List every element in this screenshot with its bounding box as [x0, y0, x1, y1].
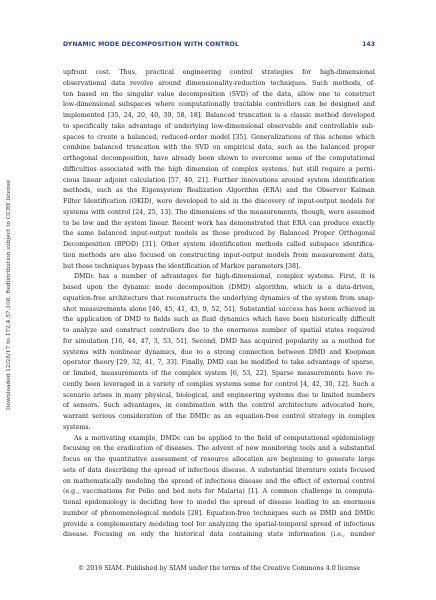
text-line: shot measurements alone [46, 45, 41, 43, 9, 52, 51]. Substantial success has been achieved in — [63, 305, 375, 313]
text-line: disease. Focusing on only the historical data containing state information (i.e., number — [63, 531, 375, 539]
text-line: for simulation [16, 44, 47, 3, 53, 51]. Second, DMD has acquired popularity as a method for — [63, 337, 375, 345]
text-line: difficulties associated with the high dimension of complex systems, but still require a perni- — [63, 165, 375, 173]
text-line: systems. — [63, 423, 91, 431]
text-line: warrant serious consideration of the DMDc as an equation-free control strategy in complex — [63, 413, 375, 420]
copyright-footer: © 2016 SIAM. Published by SIAM under the terms of the Creative Commons 4.0 license — [77, 565, 361, 572]
text-line: systems with nonlinear dynamics, due to a strong connection between DMD and Koopman — [63, 348, 375, 356]
text-line: Decomposition (BPOD) [31]. Other system identification methods called subspace identifica- — [63, 241, 375, 248]
text-line: orthogonal decomposition, have already been shown to overcome some of the computational — [63, 155, 375, 162]
text-line: based upon the dynamic mode decomposition (DMD) algorithm, which is a data-driven, — [63, 284, 375, 291]
text-line: tion methods are also focused on constructing input-output models from measurement data, — [63, 251, 375, 259]
text-line: provide a complementary modeling tool for analyzing the spatial-temporal spread of infectious — [63, 520, 375, 528]
text-line: (e.g., vaccinations for Polio and bed nets for Malaria) [1]. A common challenge in computa- — [63, 488, 375, 496]
text-line: on mathematically modeling the spread of infectious disease and the effect of external control — [63, 477, 375, 485]
text-line: number of phenomenological models [28]. Equation-free techniques such as DMD and DMDc — [63, 509, 375, 517]
text-line: operator theory [29, 32, 41, 7, 33]. Finally, DMD can be modified to take advantage of sparse, — [63, 359, 375, 367]
download-notice-text: Downloaded 12/28/17 to 172.4.57.108. Redistribution subject to CCBY license — [6, 179, 12, 411]
download-notice — [3, 150, 15, 440]
text-line: upfront cost. Thus, practical engineering control strategies for high-dimensional — [63, 69, 375, 76]
text-line: spaces to create a balanced, reduced-order model [35]. Generalizations of this scheme which — [63, 133, 375, 141]
text-line: the same balanced input-output models as those produced by Balanced Proper Orthogonal — [63, 230, 375, 238]
text-line: of sensors. Such advantages, in combination with the control architecture advocated here, — [63, 402, 375, 410]
text-line: methods, such as the Eigensystem Realization Algorithm (ERA) and the Observer Kalman — [63, 187, 375, 195]
text-line: focusing on the eradication of diseases. The advent of new monitoring tools and a substantial — [63, 445, 375, 453]
text-line: DMDc has a number of advantages for high-dimensional, complex systems. First, it is — [74, 273, 375, 281]
running-title: DYNAMIC MODE DECOMPOSITION WITH CONTROL — [63, 41, 239, 48]
text-line: combine balanced truncation with the SVD on empirical data, such as the balanced proper — [63, 144, 375, 152]
text-line: or limited, measurements of the complex system [6, 53, 22]. Sparse measurements have re- — [63, 370, 375, 377]
text-line: ten based on the singular value decomposition (SVD) of the data, allow one to construct — [63, 90, 375, 98]
text-line: cently been leveraged in a variety of complex systems some for control [4, 42, 30, 12]. Such a — [63, 380, 375, 388]
text-line: to be low and the system linear. Recent work has demonstrated that ERA can produce exactly — [63, 219, 375, 227]
text-line: the application of DMD to fields such as fluid dynamics which have been historically difficult — [63, 316, 375, 324]
text-line: low-dimensional subspaces where computationally tractable controllers can be designed and — [63, 101, 375, 109]
text-line: scenario arises in many physical, biological, and engineering systems due to limited numbers — [63, 391, 375, 399]
text-line: to analyze and construct controllers due to the enormous number of spatial states required — [63, 327, 375, 334]
text-line: sets of data describing the spread of infectious disease. A substantial literature exists focused — [63, 466, 375, 474]
text-line: focus on the quantitative assessment of resource allocation are beginning to generate large — [63, 456, 375, 463]
page-number: 143 — [362, 41, 375, 48]
text-line: systems with control [24, 25, 13]. The dimensions of the measurements, though, were assumed — [63, 208, 375, 216]
text-line: to specifically take advantage of underlying low-dimensional observable and controllable sub- — [63, 122, 375, 130]
text-line: Filter Identification (OKID), were developed to aid in the discovery of input-output models for — [63, 198, 375, 205]
body-text — [63, 68, 375, 541]
text-line: tional epidemiology is deciding how to model the spread of disease leading to an enormous — [63, 499, 375, 506]
text-line: As a motivating example, DMDc can be applied to the field of computational epidemiology — [74, 434, 375, 442]
text-line: but these techniques bypass the identification of Markov parameters [38]. — [63, 262, 301, 270]
running-header — [63, 41, 375, 51]
text-line: cious linear adjoint calculation [57, 40, 21]. Further innovations around system identification — [63, 176, 375, 184]
text-line: equation-free architecture that reconstructs the underlying dynamics of the system from snap- — [63, 294, 375, 302]
text-line: implemented [35, 24, 20, 40, 39, 58, 18]. Balanced truncation is a classic method developed — [63, 112, 375, 119]
text-line: observational data revolve around dimensionality-reduction techniques. Such methods, of- — [63, 79, 375, 87]
